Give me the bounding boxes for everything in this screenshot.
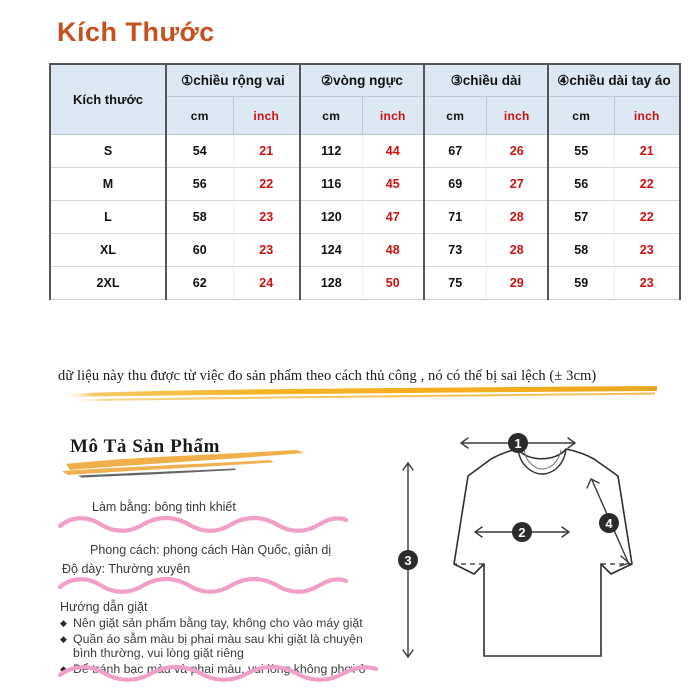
cell-sleeve-cm: 55 <box>548 135 614 168</box>
cell-chest-in: 44 <box>362 135 424 168</box>
cell-sleeve-cm: 58 <box>548 234 614 267</box>
description-thickness: Độ dày: Thường xuyên <box>62 562 191 576</box>
disclaimer-text: dữ liệu này thu được từ việc đo sản phẩm theo cách thủ công , nó có thể bị sai lệch (± 3cm) <box>58 368 597 384</box>
badge-2-label: 2 <box>518 525 526 540</box>
cell-size: M <box>50 168 166 201</box>
description-material: Làm bằng: bông tinh khiết <box>92 500 236 514</box>
header-unit-cm-chest: cm <box>300 97 362 135</box>
cell-length-in: 28 <box>486 201 548 234</box>
header-size-label: Kích thước <box>50 64 166 135</box>
group-number-3: ③ <box>450 72 463 88</box>
tshirt-measurement-diagram <box>396 424 692 696</box>
pink-wave-divider-icon <box>58 513 348 533</box>
badge-3-label: 3 <box>404 553 412 568</box>
header-unit-cm-shoulder: cm <box>166 97 233 135</box>
diamond-bullet-icon: ◆ <box>60 663 67 674</box>
cell-chest-in: 47 <box>362 201 424 234</box>
badge-4 <box>599 513 619 533</box>
list-item-label: Để tránh bạc màu và phai màu, vui lòng không phơi ở <box>73 661 367 676</box>
cell-chest-cm: 124 <box>300 234 362 267</box>
table-row <box>50 168 680 201</box>
cell-shoulder-in: 23 <box>233 234 300 267</box>
product-description-heading: Mô Tả Sản Phẩm <box>70 436 221 457</box>
badge-1 <box>508 433 528 453</box>
group-number-1: ① <box>181 72 194 88</box>
cell-length-cm: 73 <box>424 234 486 267</box>
cell-chest-in: 48 <box>362 234 424 267</box>
cell-length-cm: 67 <box>424 135 486 168</box>
header-group-chest <box>300 64 424 97</box>
header-group-sleeve-length <box>548 64 680 97</box>
size-chart-table <box>49 63 671 300</box>
table-header-row-groups <box>50 64 680 97</box>
washing-instructions-title: Hướng dẫn giặt <box>60 600 148 614</box>
cell-shoulder-in: 22 <box>233 168 300 201</box>
header-unit-inch-shoulder: inch <box>233 97 300 135</box>
cell-length-cm: 71 <box>424 201 486 234</box>
diamond-bullet-icon: ◆ <box>60 618 67 628</box>
group-label-4: chiều dài tay áo <box>569 72 671 88</box>
group-label-1: chiều rộng vai <box>193 72 285 88</box>
cell-sleeve-in: 21 <box>614 135 680 168</box>
list-item <box>60 632 390 661</box>
cell-length-in: 27 <box>486 168 548 201</box>
measurement-disclaimer <box>58 368 658 385</box>
badge-4-label: 4 <box>605 516 613 531</box>
cell-chest-cm: 112 <box>300 135 362 168</box>
cell-shoulder-cm: 54 <box>166 135 233 168</box>
list-item <box>60 616 390 631</box>
cell-shoulder-in: 21 <box>233 135 300 168</box>
badge-2 <box>512 522 532 542</box>
cell-chest-cm: 128 <box>300 267 362 300</box>
description-style: Phong cách: phong cách Hàn Quốc, giản dị <box>90 543 332 557</box>
product-description-heading-block <box>60 436 320 478</box>
cell-size: XL <box>50 234 166 267</box>
cell-length-cm: 75 <box>424 267 486 300</box>
header-unit-inch-length: inch <box>486 97 548 135</box>
cell-sleeve-in: 22 <box>614 168 680 201</box>
tshirt-outline-icon <box>454 449 632 656</box>
header-unit-cm-sleeve: cm <box>548 97 614 135</box>
cell-chest-in: 45 <box>362 168 424 201</box>
header-unit-inch-chest: inch <box>362 97 424 135</box>
header-group-shoulder-width <box>166 64 300 97</box>
cell-chest-cm: 120 <box>300 201 362 234</box>
cell-size: L <box>50 201 166 234</box>
badge-3 <box>398 550 418 570</box>
cell-length-in: 29 <box>486 267 548 300</box>
header-unit-inch-sleeve: inch <box>614 97 680 135</box>
cell-sleeve-cm: 56 <box>548 168 614 201</box>
table-row <box>50 234 680 267</box>
cell-chest-cm: 116 <box>300 168 362 201</box>
cell-shoulder-cm: 56 <box>166 168 233 201</box>
header-unit-cm-length: cm <box>424 97 486 135</box>
cell-sleeve-cm: 59 <box>548 267 614 300</box>
diamond-bullet-icon: ◆ <box>60 633 67 644</box>
pink-wave-divider-icon <box>58 574 348 594</box>
cell-size: 2XL <box>50 267 166 300</box>
pink-wave-divider-icon <box>58 662 378 682</box>
table-row <box>50 135 680 168</box>
cell-sleeve-in: 22 <box>614 201 680 234</box>
cell-shoulder-in: 23 <box>233 201 300 234</box>
cell-chest-in: 50 <box>362 267 424 300</box>
cell-length-in: 26 <box>486 135 548 168</box>
group-number-2: ② <box>321 72 334 88</box>
table-row <box>50 201 680 234</box>
table-row <box>50 267 680 300</box>
header-group-length <box>424 64 548 97</box>
group-number-4: ④ <box>557 72 570 88</box>
list-item-label: Nên giặt sản phẩm bằng tay, không cho vào máy giặt <box>73 616 363 630</box>
cell-shoulder-cm: 58 <box>166 201 233 234</box>
cell-sleeve-cm: 57 <box>548 201 614 234</box>
cell-size: S <box>50 135 166 168</box>
cell-length-cm: 69 <box>424 168 486 201</box>
group-label-2: vòng ngực <box>333 72 403 88</box>
cell-length-in: 28 <box>486 234 548 267</box>
cell-shoulder-cm: 62 <box>166 267 233 300</box>
cell-sleeve-in: 23 <box>614 234 680 267</box>
badge-1-label: 1 <box>514 436 522 451</box>
list-item-label: Quần áo sẫm màu bị phai màu sau khi giặt là chuyện bình thường, vui lòng giặt riêng <box>73 631 363 660</box>
gold-brush-underline-icon <box>55 386 659 402</box>
cell-shoulder-cm: 60 <box>166 234 233 267</box>
cell-shoulder-in: 24 <box>233 267 300 300</box>
cell-sleeve-in: 23 <box>614 267 680 300</box>
group-label-3: chiều dài <box>462 72 522 88</box>
page-title: Kích Thước <box>57 17 215 47</box>
